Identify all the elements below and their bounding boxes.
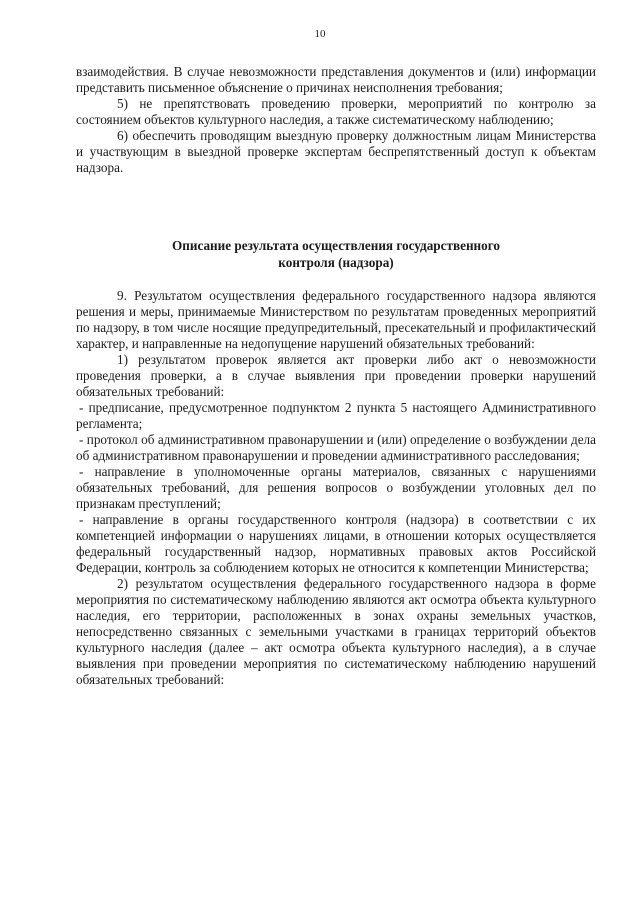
paragraph-9: 9. Результатом осуществления федерального государственного надзора являются решения и меры, принимаемые Министерством по результатам проведенных мероприятий по надзору, в том числе носящие предупредительный, пресекательный и профилактический характер, и направленные на недопущение нарушений обязательных требований: xyxy=(76,288,596,351)
list-item-protocol: - протокол об административном правонарушении и (или) определение о возбуждении дела об административном правонарушении и проведении административного расследования; xyxy=(76,432,596,463)
section-heading-line-1: Описание результата осуществления государственного xyxy=(172,238,500,253)
section-heading xyxy=(76,237,596,271)
page-number: 10 xyxy=(314,28,326,40)
list-item-information: - направление в органы государственного контроля (надзора) в соответствии с их компетенцией информации о нарушениях лицами, в отношении которых осуществляется федеральный государственный надзор, нормативных правовых актов Российской Федерации, контроль за соблюдением которых не относится к компетенции Министерства; xyxy=(76,512,596,575)
top-text-block xyxy=(76,64,596,176)
section-heading-line-2: контроля (надзора) xyxy=(278,255,394,270)
paragraph-item-6: 6) обеспечить проводящим выездную проверку должностным лицам Министерства и участвующим в выездной проверке экспертам беспрепятственный доступ к объектам надзора. xyxy=(76,128,596,175)
main-text-block xyxy=(76,288,596,688)
paragraph-result-1: 1) результатом проверок является акт проверки либо акт о невозможности проведения проверки, а в случае выявления при проведении проверки нарушений обязательных требований: xyxy=(76,352,596,399)
list-item-materials: - направление в уполномоченные органы материалов, связанных с нарушениями обязательных требований, для решения вопросов о возбуждении уголовных дел по признакам преступлений; xyxy=(76,464,596,511)
paragraph-item-5: 5) не препятствовать проведению проверки, мероприятий по контролю за состоянием объектов культурного наследия, а также систематическому наблюдению; xyxy=(76,96,596,127)
list-item-prescription: - предписание, предусмотренное подпунктом 2 пункта 5 настоящего Административного регламента; xyxy=(76,400,596,431)
paragraph-continuation: взаимодействия. В случае невозможности представления документов и (или) информации представить письменное объяснение о причинах неисполнения требования; xyxy=(76,64,596,95)
paragraph-result-2: 2) результатом осуществления федерального государственного надзора в форме мероприятия по систематическому наблюдению являются акт осмотра объекта культурного наследия, его территории, расположенных в зонах охраны земельных участков, непосредственно связанных с земельными участками в границах территорий объектов культурного наследия (далее – акт осмотра объекта культурного наследия), а в случае выявления при проведении мероприятия по систематическому наблюдению нарушений обязательных требований: xyxy=(76,576,596,687)
